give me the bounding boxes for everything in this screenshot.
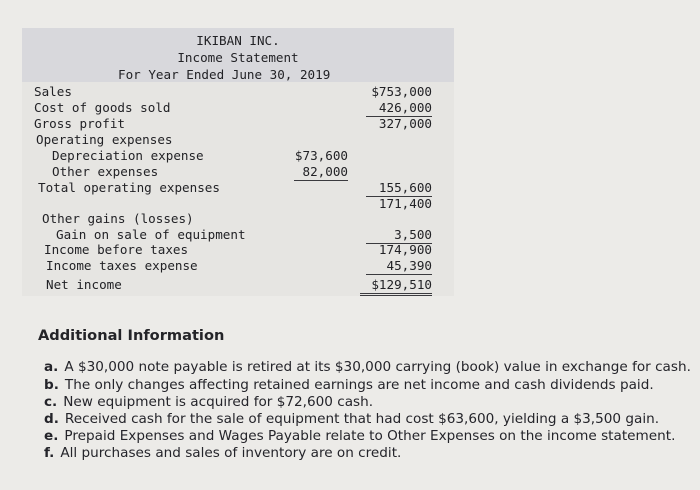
row-label-gross-profit: Gross profit [34,116,125,131]
info-item-f [44,445,401,462]
value-gross-profit: 327,000 [378,116,432,131]
additional-info-title: Additional Information [38,327,225,344]
item-letter: a. [44,359,59,375]
item-text: The only changes affecting retained earnings are net income and cash dividends paid. [64,377,654,393]
value-sales: $753,000 [371,84,432,99]
info-item-e [44,428,675,445]
company-name: IKIBAN INC. [196,33,280,48]
row-label-gain-on-sale: Gain on sale of equipment [56,227,246,242]
value-income-taxes: 45,390 [366,258,432,275]
row-label-net-income: Net income [46,277,122,292]
value-total-operating: 155,600 [366,180,432,197]
value-net-income: $129,510 [360,277,432,296]
item-letter: b. [44,377,59,393]
statement-title: Income Statement [177,50,299,65]
row-label-operating-expenses: Operating expenses [36,132,173,147]
item-letter: c. [44,394,58,410]
info-item-c [44,394,373,411]
info-item-b [44,377,654,394]
item-letter: f. [44,445,55,461]
row-label-sales: Sales [34,84,72,99]
item-text: Prepaid Expenses and Wages Payable relate to Other Expenses on the income statement. [64,428,676,444]
item-letter: e. [44,428,59,444]
info-item-a [44,359,691,376]
row-label-total-operating: Total operating expenses [38,180,220,195]
row-label-other-gains: Other gains (losses) [42,211,194,226]
row-label-income-before-taxes: Income before taxes [44,242,189,257]
item-text: A $30,000 note payable is retired at its $30,000 carrying (book) value in exchange for cash. [64,359,691,375]
item-text: All purchases and sales of inventory are on credit. [60,445,402,461]
row-label-depreciation: Depreciation expense [52,148,204,163]
value-cogs: 426,000 [366,100,432,117]
row-label-cogs: Cost of goods sold [34,100,171,115]
value-gain-on-sale: 3,500 [366,227,432,244]
value-operating-income: 171,400 [378,196,432,211]
statement-period: For Year Ended June 30, 2019 [118,67,331,82]
info-item-d [44,411,659,428]
value-income-before-taxes: 174,900 [378,242,432,257]
value-other-expenses: 82,000 [294,164,348,181]
row-label-income-taxes: Income taxes expense [46,258,198,273]
value-depreciation: $73,600 [294,148,348,163]
item-text: Received cash for the sale of equipment that had cost $63,600, yielding a $3,500 gain. [64,411,660,427]
row-label-other-expenses: Other expenses [52,164,159,179]
item-letter: d. [44,411,59,427]
item-text: New equipment is acquired for $72,600 cash. [63,394,374,410]
